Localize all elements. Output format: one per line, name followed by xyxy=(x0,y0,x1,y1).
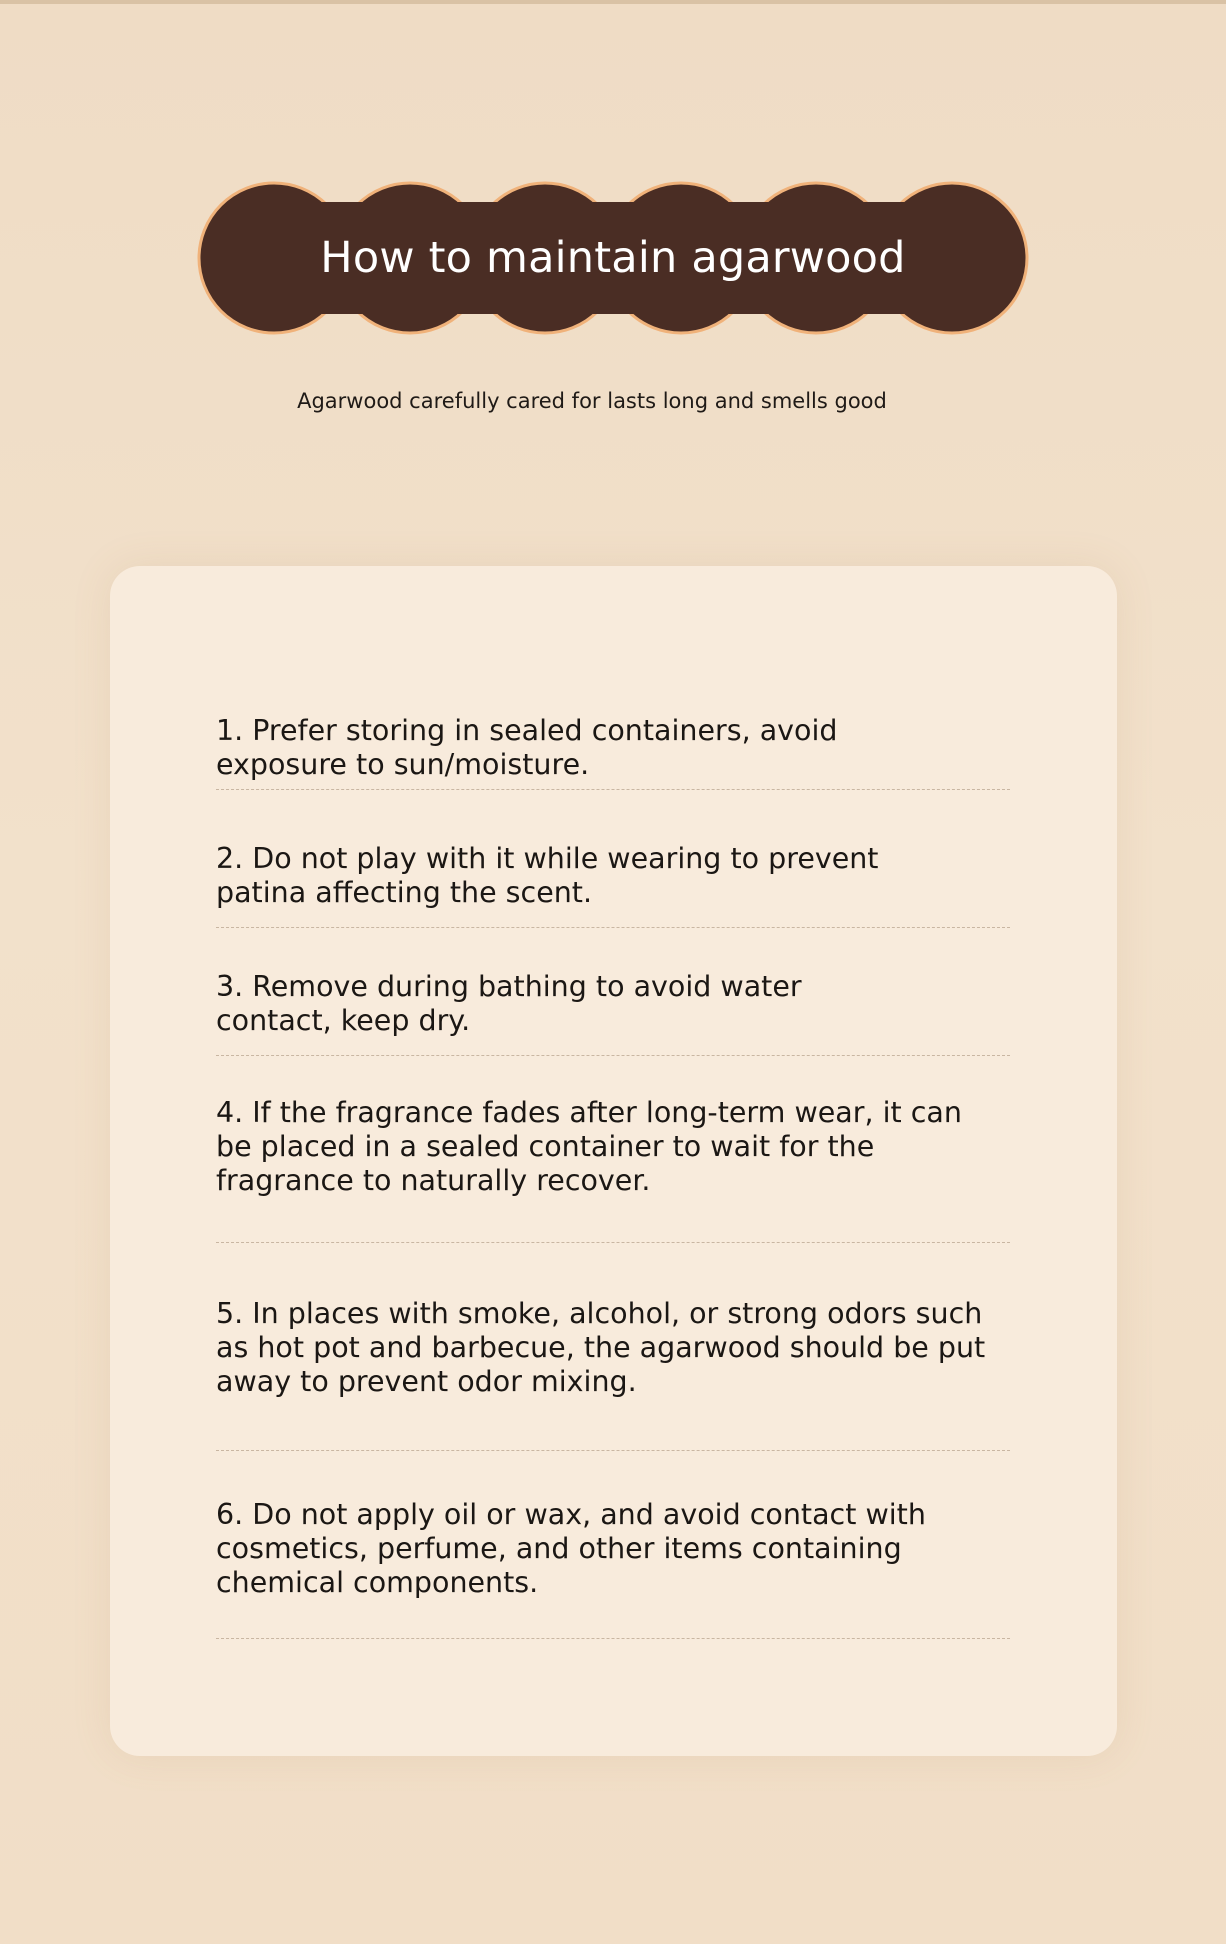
tip-divider xyxy=(216,1450,1010,1451)
tip-item-5: 5. In places with smoke, alcohol, or strong odors such as hot pot and barbecue, the agarwood should be put away to prevent odor mixing. xyxy=(216,1297,986,1398)
tip-item-3: 3. Remove during bathing to avoid water contact, keep dry. xyxy=(216,970,802,1037)
tips-card xyxy=(110,566,1117,1756)
tip-divider xyxy=(216,1055,1010,1056)
tip-item-2: 2. Do not play with it while wearing to prevent patina affecting the scent. xyxy=(216,842,879,909)
tip-item-4: 4. If the fragrance fades after long-term wear, it can be placed in a sealed container to wait for the fragrance to naturally recover. xyxy=(216,1096,962,1197)
tip-item-6: 6. Do not apply oil or wax, and avoid contact with cosmetics, perfume, and other items containing chemical components. xyxy=(216,1498,926,1599)
top-edge-line xyxy=(0,0,1226,4)
page-subtitle: Agarwood carefully cared for lasts long and smells good xyxy=(297,389,887,413)
tip-divider xyxy=(216,1242,1010,1243)
title-banner xyxy=(196,180,1030,336)
tip-item-1: 1. Prefer storing in sealed containers, avoid exposure to sun/moisture. xyxy=(216,714,838,781)
tip-divider xyxy=(216,1638,1010,1639)
page-title: How to maintain agarwood xyxy=(320,233,906,283)
tip-divider xyxy=(216,927,1010,928)
tip-divider xyxy=(216,789,1010,790)
